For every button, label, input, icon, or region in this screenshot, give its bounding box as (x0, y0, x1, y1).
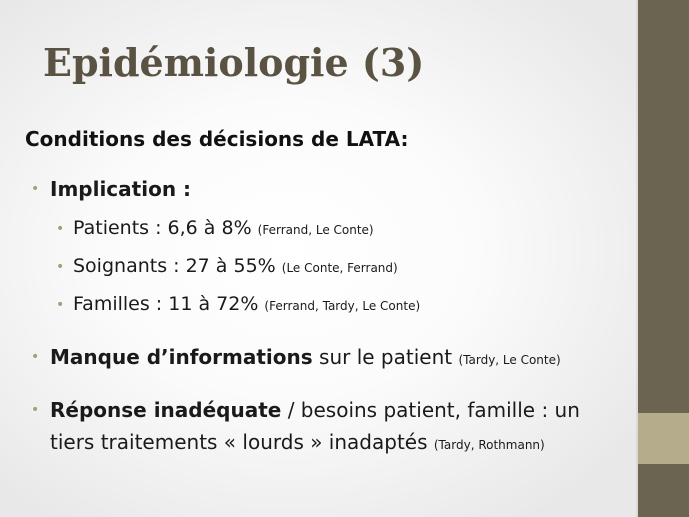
reponse-text-line-2: tiers traitements « lourds » inadaptés (50, 430, 428, 454)
bullet-icon: • (31, 402, 40, 418)
slide-title: Epidémiologie (3) (43, 40, 425, 85)
implication-item-text: Familles : 11 à 72% (73, 293, 259, 315)
manque-bold: Manque d’informations (50, 345, 313, 369)
implication-item-familles (73, 293, 420, 315)
slide-subtitle: Conditions des décisions de LATA: (25, 127, 409, 151)
side-bar-accent (638, 413, 689, 464)
implication-item-soignants (73, 255, 398, 277)
bullet-icon: • (56, 297, 65, 313)
reponse-line-1 (50, 398, 580, 422)
bullet-icon: • (31, 181, 40, 197)
reponse-bold: Réponse inadéquate (50, 398, 282, 422)
manque-text: sur le patient (312, 345, 453, 369)
bullet-icon: • (31, 349, 40, 365)
reponse-text-line-1: / besoins patient, famille : un (281, 398, 580, 422)
implication-item-text: Soignants : 27 à 55% (73, 255, 276, 277)
implication-item-text: Patients : 6,6 à 8% (73, 217, 252, 239)
manque-item (50, 345, 561, 369)
implication-heading: Implication : (50, 177, 192, 201)
bullet-icon: • (56, 259, 65, 275)
bullet-icon: • (56, 221, 65, 237)
implication-item-ref: (Ferrand, Le Conte) (257, 223, 374, 237)
reponse-ref: (Tardy, Rothmann) (433, 438, 545, 452)
implication-item-ref: (Le Conte, Ferrand) (281, 261, 398, 275)
manque-ref: (Tardy, Le Conte) (458, 353, 561, 367)
implication-item-patients (73, 217, 374, 239)
implication-item-ref: (Ferrand, Tardy, Le Conte) (264, 299, 421, 313)
reponse-line-2 (50, 430, 545, 454)
